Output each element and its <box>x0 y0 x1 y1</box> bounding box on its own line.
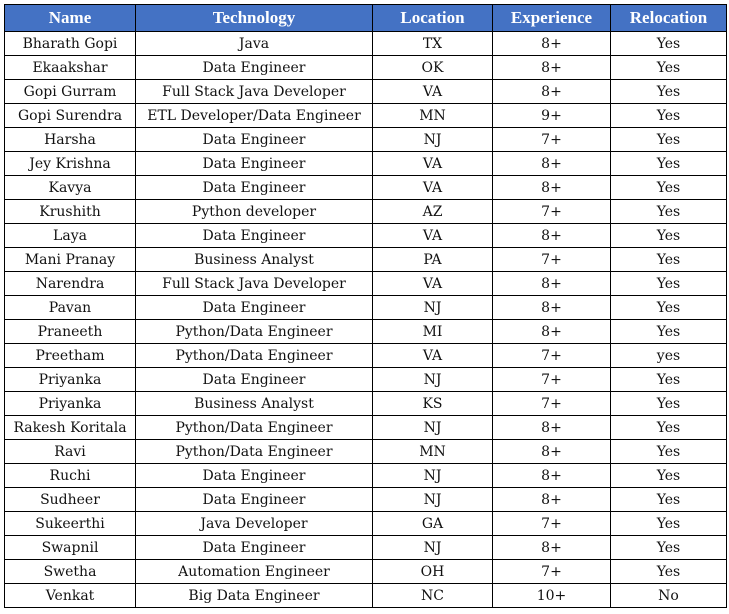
cell-experience: 8+ <box>493 176 611 200</box>
cell-technology: ETL Developer/Data Engineer <box>136 104 373 128</box>
cell-relocation: Yes <box>611 416 727 440</box>
cell-relocation: Yes <box>611 152 727 176</box>
cell-name: Kavya <box>5 176 136 200</box>
cell-experience: 7+ <box>493 200 611 224</box>
column-header-relocation: Relocation <box>611 5 727 32</box>
cell-relocation: Yes <box>611 560 727 584</box>
table-row <box>5 80 727 104</box>
table-body <box>5 32 727 608</box>
cell-relocation: Yes <box>611 464 727 488</box>
cell-relocation: Yes <box>611 536 727 560</box>
cell-experience: 8+ <box>493 488 611 512</box>
cell-name: Venkat <box>5 584 136 608</box>
cell-relocation: Yes <box>611 296 727 320</box>
cell-location: PA <box>373 248 493 272</box>
cell-technology: Python/Data Engineer <box>136 344 373 368</box>
table-row <box>5 32 727 56</box>
cell-location: MN <box>373 440 493 464</box>
cell-relocation: Yes <box>611 80 727 104</box>
cell-location: NJ <box>373 368 493 392</box>
cell-relocation: Yes <box>611 56 727 80</box>
table-row <box>5 440 727 464</box>
cell-name: Ravi <box>5 440 136 464</box>
cell-experience: 10+ <box>493 584 611 608</box>
cell-experience: 7+ <box>493 128 611 152</box>
cell-location: VA <box>373 80 493 104</box>
cell-experience: 8+ <box>493 320 611 344</box>
cell-technology: Full Stack Java Developer <box>136 80 373 104</box>
cell-experience: 8+ <box>493 536 611 560</box>
cell-relocation: Yes <box>611 32 727 56</box>
cell-name: Gopi Gurram <box>5 80 136 104</box>
cell-technology: Business Analyst <box>136 392 373 416</box>
cell-location: MI <box>373 320 493 344</box>
cell-technology: Data Engineer <box>136 56 373 80</box>
cell-location: TX <box>373 32 493 56</box>
cell-name: Ruchi <box>5 464 136 488</box>
cell-name: Pavan <box>5 296 136 320</box>
cell-experience: 8+ <box>493 224 611 248</box>
cell-location: NJ <box>373 416 493 440</box>
cell-relocation: Yes <box>611 440 727 464</box>
cell-name: Priyanka <box>5 368 136 392</box>
cell-technology: Data Engineer <box>136 224 373 248</box>
cell-relocation: yes <box>611 344 727 368</box>
cell-experience: 8+ <box>493 464 611 488</box>
column-header-experience: Experience <box>493 5 611 32</box>
table-row <box>5 512 727 536</box>
cell-technology: Java Developer <box>136 512 373 536</box>
cell-name: Praneeth <box>5 320 136 344</box>
header-row <box>5 5 727 32</box>
column-header-location: Location <box>373 5 493 32</box>
cell-technology: Java <box>136 32 373 56</box>
cell-technology: Data Engineer <box>136 464 373 488</box>
cell-technology: Big Data Engineer <box>136 584 373 608</box>
table-row <box>5 464 727 488</box>
cell-name: Krushith <box>5 200 136 224</box>
cell-name: Preetham <box>5 344 136 368</box>
table-row <box>5 368 727 392</box>
cell-experience: 8+ <box>493 272 611 296</box>
table-row <box>5 200 727 224</box>
cell-technology: Business Analyst <box>136 248 373 272</box>
table-row <box>5 488 727 512</box>
column-header-name: Name <box>5 5 136 32</box>
consultant-table <box>4 4 727 608</box>
cell-name: Sudheer <box>5 488 136 512</box>
table-row <box>5 296 727 320</box>
cell-relocation: Yes <box>611 368 727 392</box>
cell-relocation: Yes <box>611 104 727 128</box>
cell-location: NJ <box>373 296 493 320</box>
cell-relocation: Yes <box>611 176 727 200</box>
cell-location: NJ <box>373 536 493 560</box>
cell-location: NJ <box>373 128 493 152</box>
cell-relocation: Yes <box>611 320 727 344</box>
cell-technology: Python/Data Engineer <box>136 320 373 344</box>
cell-relocation: Yes <box>611 488 727 512</box>
cell-experience: 7+ <box>493 512 611 536</box>
table-row <box>5 344 727 368</box>
cell-experience: 8+ <box>493 152 611 176</box>
cell-relocation: Yes <box>611 224 727 248</box>
table-row <box>5 272 727 296</box>
cell-location: NC <box>373 584 493 608</box>
cell-experience: 8+ <box>493 32 611 56</box>
cell-location: VA <box>373 224 493 248</box>
table-row <box>5 152 727 176</box>
table-row <box>5 56 727 80</box>
cell-experience: 8+ <box>493 416 611 440</box>
table-row <box>5 416 727 440</box>
cell-experience: 8+ <box>493 296 611 320</box>
cell-location: NJ <box>373 488 493 512</box>
cell-name: Laya <box>5 224 136 248</box>
cell-location: VA <box>373 272 493 296</box>
cell-location: KS <box>373 392 493 416</box>
table-header <box>5 5 727 32</box>
cell-technology: Data Engineer <box>136 368 373 392</box>
cell-technology: Data Engineer <box>136 152 373 176</box>
cell-name: Harsha <box>5 128 136 152</box>
table-row <box>5 320 727 344</box>
cell-name: Gopi Surendra <box>5 104 136 128</box>
cell-experience: 9+ <box>493 104 611 128</box>
cell-location: OK <box>373 56 493 80</box>
cell-relocation: Yes <box>611 200 727 224</box>
cell-technology: Python/Data Engineer <box>136 440 373 464</box>
cell-technology: Python developer <box>136 200 373 224</box>
cell-experience: 7+ <box>493 560 611 584</box>
cell-experience: 8+ <box>493 56 611 80</box>
table-row <box>5 560 727 584</box>
table-row <box>5 176 727 200</box>
cell-experience: 7+ <box>493 392 611 416</box>
cell-relocation: Yes <box>611 392 727 416</box>
table-row <box>5 392 727 416</box>
cell-location: GA <box>373 512 493 536</box>
cell-experience: 8+ <box>493 80 611 104</box>
cell-relocation: Yes <box>611 272 727 296</box>
cell-technology: Data Engineer <box>136 176 373 200</box>
table-row <box>5 584 727 608</box>
cell-name: Sukeerthi <box>5 512 136 536</box>
table-row <box>5 536 727 560</box>
cell-name: Rakesh Koritala <box>5 416 136 440</box>
cell-relocation: Yes <box>611 512 727 536</box>
cell-relocation: Yes <box>611 248 727 272</box>
cell-technology: Data Engineer <box>136 296 373 320</box>
table-row <box>5 128 727 152</box>
cell-name: Ekaakshar <box>5 56 136 80</box>
cell-technology: Python/Data Engineer <box>136 416 373 440</box>
cell-location: AZ <box>373 200 493 224</box>
table-row <box>5 104 727 128</box>
cell-technology: Data Engineer <box>136 536 373 560</box>
cell-experience: 7+ <box>493 344 611 368</box>
cell-technology: Data Engineer <box>136 488 373 512</box>
cell-experience: 7+ <box>493 248 611 272</box>
cell-name: Mani Pranay <box>5 248 136 272</box>
cell-location: VA <box>373 344 493 368</box>
cell-technology: Data Engineer <box>136 128 373 152</box>
cell-name: Bharath Gopi <box>5 32 136 56</box>
cell-technology: Full Stack Java Developer <box>136 272 373 296</box>
cell-relocation: Yes <box>611 128 727 152</box>
cell-technology: Automation Engineer <box>136 560 373 584</box>
cell-experience: 8+ <box>493 440 611 464</box>
cell-name: Jey Krishna <box>5 152 136 176</box>
table-row <box>5 248 727 272</box>
cell-location: NJ <box>373 464 493 488</box>
cell-name: Priyanka <box>5 392 136 416</box>
cell-relocation: No <box>611 584 727 608</box>
cell-location: MN <box>373 104 493 128</box>
cell-location: VA <box>373 176 493 200</box>
cell-name: Swetha <box>5 560 136 584</box>
cell-name: Narendra <box>5 272 136 296</box>
column-header-technology: Technology <box>136 5 373 32</box>
cell-experience: 7+ <box>493 368 611 392</box>
cell-location: OH <box>373 560 493 584</box>
cell-location: VA <box>373 152 493 176</box>
table-row <box>5 224 727 248</box>
cell-name: Swapnil <box>5 536 136 560</box>
